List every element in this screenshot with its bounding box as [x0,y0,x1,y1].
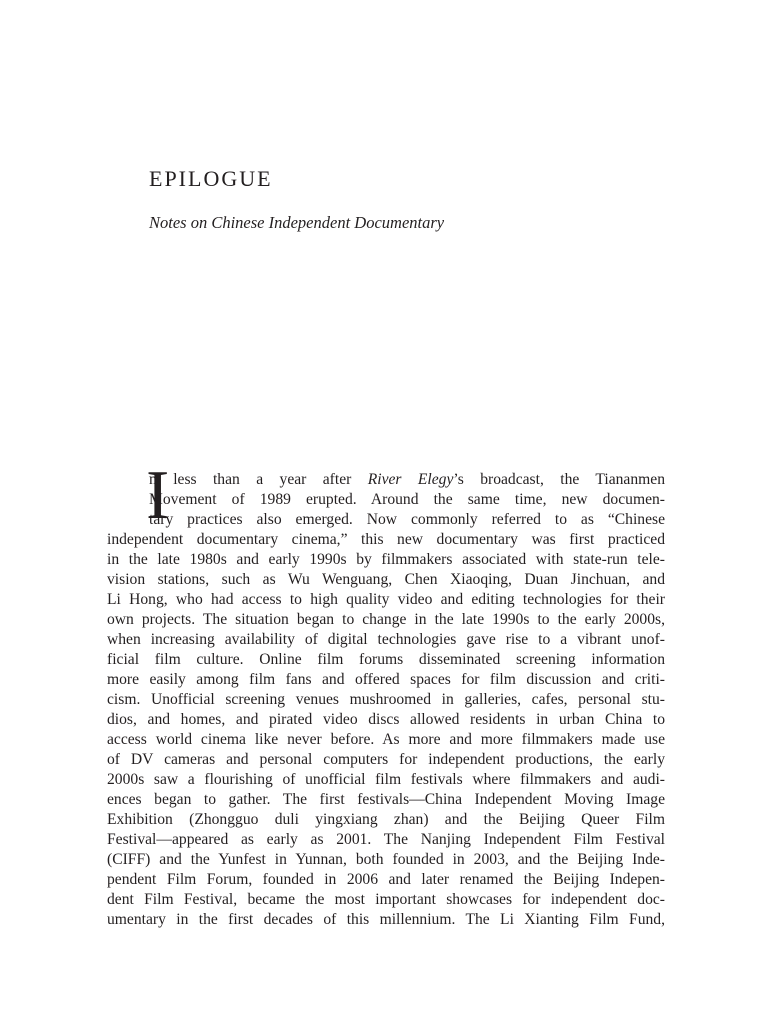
text-line: Li Hong, who had access to high quality video and editing technologies for their [107,591,665,608]
text-line: dent Film Festival, became the most important showcases for independent doc- [107,891,665,908]
text-line: Exhibition (Zhongguo duli yingxiang zhan) and the Beijing Queer Film [107,811,665,828]
text-line [149,470,665,490]
drop-cap: I [146,457,170,534]
text-line: independent documentary cinema,” this new documentary was first practiced [107,531,665,548]
text-line: vision stations, such as Wu Wenguang, Chen Xiaoqing, Duan Jinchuan, and [107,571,665,588]
text-line: Movement of 1989 erupted. Around the same time, new documen- [149,491,665,508]
text-run: n less than a year after [149,471,368,488]
body-paragraph [107,470,665,930]
chapter-title: EPILOGUE [149,166,273,191]
text-line: ences began to gather. The first festivals—China Independent Moving Image [107,791,665,808]
text-line: (CIFF) and the Yunfest in Yunnan, both founded in 2003, and the Beijing Inde- [107,851,665,868]
text-run: ’s broadcast, the Tiananmen [453,471,666,488]
text-line: of DV cameras and personal computers for independent productions, the early [107,751,665,768]
text-line: when increasing availability of digital technologies gave rise to a vibrant unof- [107,631,665,648]
film-title: River Elegy [367,471,454,488]
text-line: 2000s saw a flourishing of unofficial film festivals where filmmakers and audi- [107,771,665,788]
text-line: own projects. The situation began to change in the late 1990s to the early 2000s, [107,611,665,628]
text-line: cism. Unofficial screening venues mushroomed in galleries, cafes, personal stu- [107,691,665,708]
text-line: umentary in the first decades of this millennium. The Li Xianting Film Fund, [107,911,665,928]
text-line: tary practices also emerged. Now commonly referred to as “Chinese [149,511,665,528]
text-line: pendent Film Forum, founded in 2006 and later renamed the Beijing Indepen- [107,871,665,888]
text-line: more easily among film fans and offered spaces for film discussion and criti- [107,671,665,688]
text-line: Festival—appeared as early as 2001. The Nanjing Independent Film Festival [107,831,665,848]
text-line: access world cinema like never before. As more and more filmmakers made use [107,731,665,748]
chapter-subtitle: Notes on Chinese Independent Documentary [149,213,445,232]
text-line: in the late 1980s and early 1990s by filmmakers associated with state-run tele- [107,551,665,568]
text-line: ficial film culture. Online film forums disseminated screening information [107,651,665,668]
text-line: dios, and homes, and pirated video discs allowed residents in urban China to [107,711,665,728]
